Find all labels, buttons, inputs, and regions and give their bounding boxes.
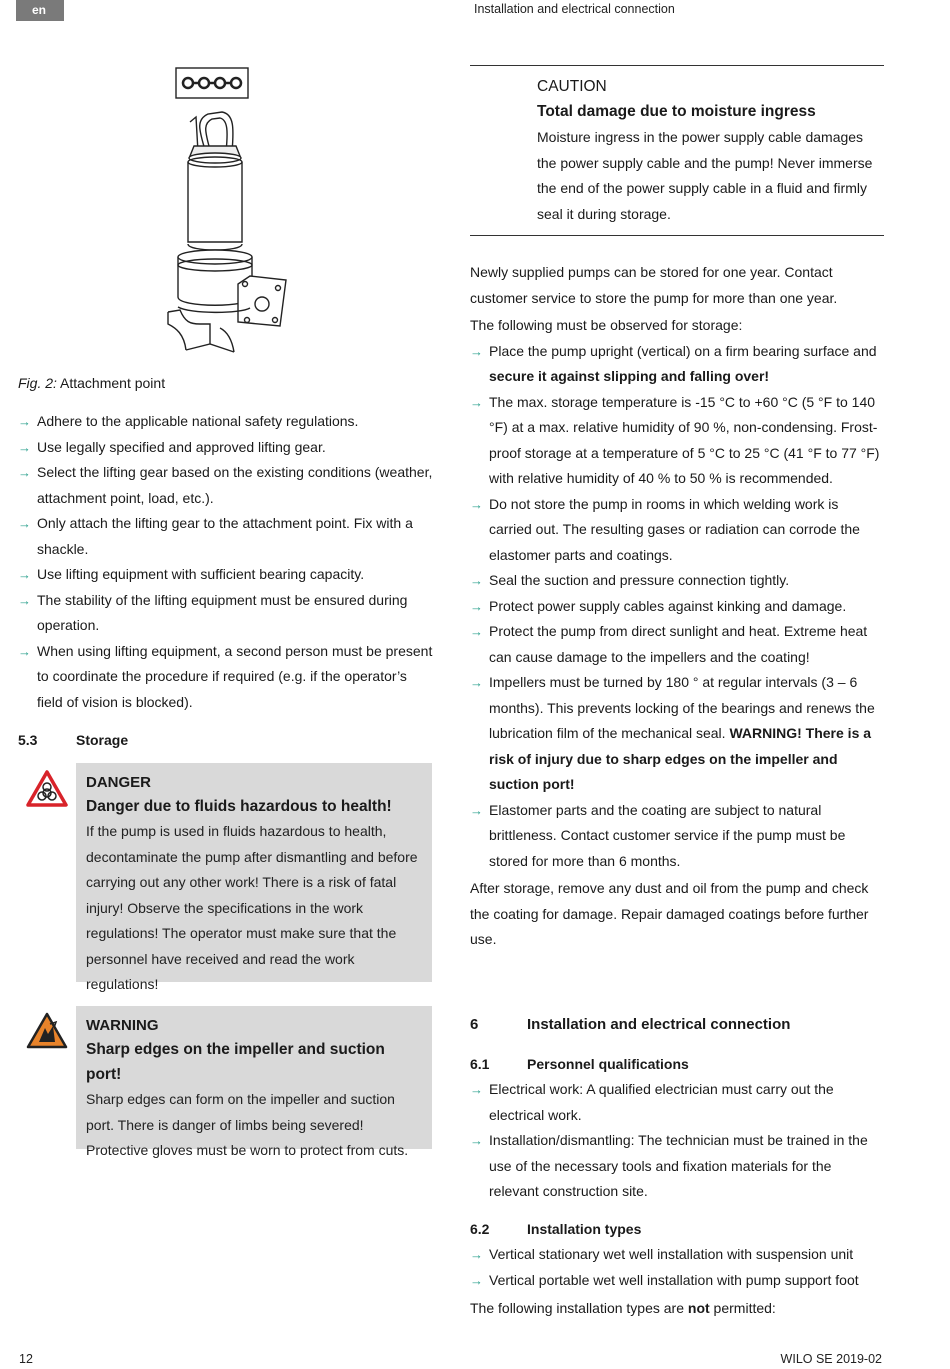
list-item: → Vertical stationary wet well installation with suspension unit <box>470 1242 884 1268</box>
storage-after: After storage, remove any dust and oil from the pump and check the coating for damage. Repair damaged coatings before further use. <box>470 880 869 947</box>
arrow-right-icon: → <box>18 643 31 659</box>
list-item: → Protect power supply cables against kinking and damage. <box>470 594 884 620</box>
list-item: → Impellers must be turned by 180 ° at regular intervals (3 – 6 months). This prevents locking of the bearings and renews the lubrication film of the mechanical seal. WARNING! There is a risk of injury due to sharp edges on the impeller and suction port! <box>470 670 884 798</box>
pump-attachment-figure <box>150 62 300 362</box>
warning-body: Sharp edges can form on the impeller and suction port. There is danger of limbs being severed! Protective gloves must be worn to protect from cuts. <box>86 1091 409 1158</box>
arrow-right-icon: → <box>470 1133 483 1148</box>
storage-content <box>470 260 884 953</box>
list-item: → Use lifting equipment with sufficient bearing capacity. <box>18 562 436 588</box>
storage-intro: Newly supplied pumps can be stored for one year. Contact customer service to store the pump for more than one year. <box>470 264 838 306</box>
arrow-right-icon: → <box>470 1082 483 1097</box>
figure-caption <box>18 372 165 394</box>
warning-title: WARNING <box>86 1017 159 1034</box>
list-item: → Elastomer parts and the coating are subject to natural brittleness. Contact customer service if the pump must be stored for more than 6 months. <box>470 798 884 875</box>
arrow-right-icon: → <box>470 496 483 512</box>
biohazard-warning-icon <box>26 770 68 808</box>
arrow-right-icon: → <box>18 592 31 608</box>
language-tab: en <box>16 0 64 21</box>
arrow-right-icon: → <box>18 414 31 429</box>
lifting-rules-list <box>18 409 436 715</box>
caution-top-rule <box>470 65 884 66</box>
danger-subtitle: Danger due to fluids hazardous to health! <box>86 798 392 815</box>
arrow-right-icon: → <box>470 1272 483 1288</box>
arrow-right-icon: → <box>470 598 483 614</box>
danger-notice <box>76 763 432 992</box>
warning-subtitle: Sharp edges on the impeller and suction port! <box>86 1041 385 1083</box>
chain-symbol-icon <box>176 68 248 98</box>
section-5-3-title: Storage <box>76 732 129 748</box>
arrow-right-icon: → <box>18 439 31 455</box>
list-item: → Seal the suction and pressure connection tightly. <box>470 568 884 594</box>
list-item: → Vertical portable wet well installation with pump support foot <box>470 1268 884 1294</box>
installation-types-list <box>470 1242 884 1293</box>
list-item: → Only attach the lifting gear to the attachment point. Fix with a shackle. <box>18 511 436 562</box>
storage-rules-list <box>470 339 884 875</box>
caution-subtitle: Total damage due to moisture ingress <box>537 103 816 120</box>
section-6-2-number: 6.2 <box>470 1221 490 1237</box>
figure-caption-label: Fig. 2: <box>18 375 57 391</box>
list-item: → Adhere to the applicable national safety regulations. <box>18 409 436 435</box>
installation-types-closing: The following installation types are not permitted: <box>470 1300 776 1316</box>
caution-body: Moisture ingress in the power supply cable damages the power supply cable and the pump! Never immerse the end of the power supply cable in a fluid and firmly seal it during storage. <box>537 129 873 222</box>
list-item: → Use legally specified and approved lifting gear. <box>18 435 436 461</box>
list-item: → The max. storage temperature is -15 °C to +60 °C (5 °F to 140 °F) at a max. relative humidity of 90 %, non-condensing. Frost-proof storage at a temperature of 5 °C to 25 °C (41 °F to 77 °F) with relative humidity of 40 % to 50 % is recommended. <box>470 390 884 492</box>
list-item: → When using lifting equipment, a second person must be present to coordinate the procedure if required (e.g. if the operator’s field of vision is blocked). <box>18 639 436 716</box>
arrow-right-icon: → <box>18 465 31 480</box>
arrow-right-icon: → <box>470 802 483 818</box>
list-item: → Protect the pump from direct sunlight and heat. Extreme heat can cause damage to the impellers and the coating! <box>470 619 884 670</box>
figure-caption-text: Attachment point <box>56 375 166 391</box>
list-item: → Select the lifting gear based on the existing conditions (weather, attachment point, load, etc.). <box>18 460 436 511</box>
list-item: → The stability of the lifting equipment must be ensured during operation. <box>18 588 436 639</box>
danger-body: If the pump is used in fluids hazardous to health, decontaminate the pump after dismantling and before carrying out any other work! There is a risk of fatal injury! Observe the specifications in the work regulations! The operator must make sure that the personnel have received and read the work regulations! <box>86 823 418 992</box>
section-6-1-title: Personnel qualifications <box>527 1056 689 1072</box>
publisher-date: WILO SE 2019-02 <box>780 1352 882 1366</box>
section-6-2-title: Installation types <box>527 1221 642 1237</box>
arrow-right-icon: → <box>470 343 483 359</box>
running-header: Installation and electrical connection <box>474 2 675 16</box>
storage-observe: The following must be observed for storage: <box>470 317 743 333</box>
list-item: → Do not store the pump in rooms in which welding work is carried out. The resulting gases or radiation can corrode the elastomer parts and coatings. <box>470 492 884 569</box>
section-6-title: Installation and electrical connection <box>527 1016 791 1033</box>
section-6-1-number: 6.1 <box>470 1056 490 1072</box>
arrow-right-icon: → <box>470 573 483 588</box>
page-number: 12 <box>19 1352 33 1366</box>
list-item: → Installation/dismantling: The technician must be trained in the use of the necessary tools and fixation materials for the relevant construction site. <box>470 1128 884 1205</box>
arrow-right-icon: → <box>470 675 483 690</box>
section-6-number: 6 <box>470 1016 479 1033</box>
list-item: → Electrical work: A qualified electrician must carry out the electrical work. <box>470 1077 884 1128</box>
sharp-edge-warning-icon <box>26 1012 68 1050</box>
section-5-3-number: 5.3 <box>18 732 38 748</box>
personnel-qualifications-list <box>470 1077 884 1205</box>
caution-notice <box>537 75 877 227</box>
list-item: → Place the pump upright (vertical) on a firm bearing surface and secure it against slipping and falling over! <box>470 339 884 390</box>
caution-title: CAUTION <box>537 78 607 95</box>
arrow-right-icon: → <box>470 394 483 410</box>
danger-title: DANGER <box>86 774 152 791</box>
arrow-right-icon: → <box>470 1247 483 1262</box>
arrow-right-icon: → <box>18 567 31 582</box>
warning-notice <box>76 1006 432 1158</box>
arrow-right-icon: → <box>470 624 483 639</box>
caution-bottom-rule <box>470 235 884 236</box>
arrow-right-icon: → <box>18 516 31 531</box>
